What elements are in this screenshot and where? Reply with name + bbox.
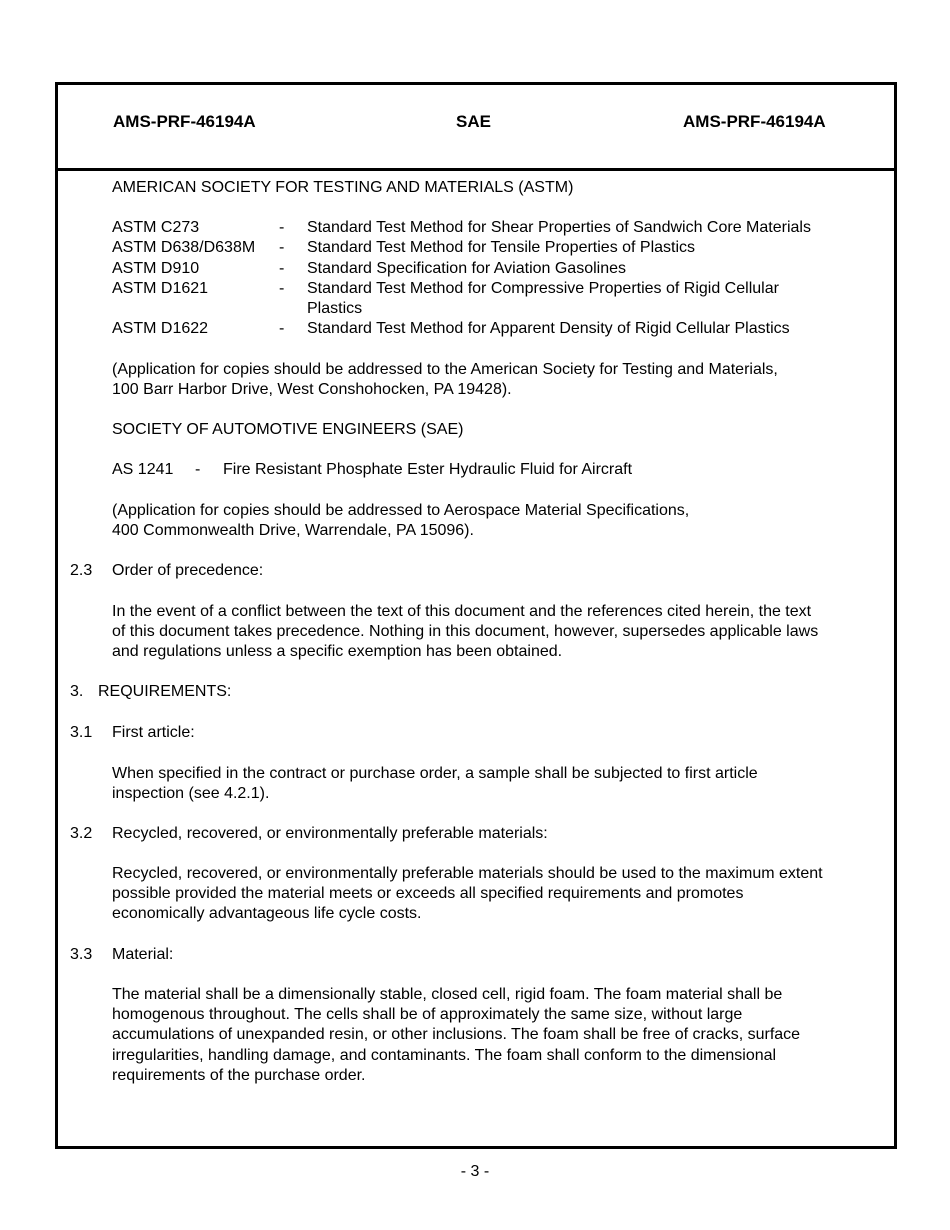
paragraph-line: possible provided the material meets or exceeds all specified requirements and promotes xyxy=(112,885,744,902)
astm-ref-dash: - xyxy=(279,320,285,337)
paragraph-line: irregularities, handling damage, and contaminants. The foam shall conform to the dimensional xyxy=(112,1047,777,1064)
paragraph-line: The material shall be a dimensionally stable, closed cell, rigid foam. The foam material shall be xyxy=(112,986,783,1003)
astm-ref-code: ASTM C273 xyxy=(112,219,200,236)
sae-ref-code: AS 1241 xyxy=(112,461,174,478)
section-number: 3. xyxy=(70,683,84,700)
paragraph-line: Recycled, recovered, or environmentally preferable materials should be used to the maximum extent xyxy=(112,865,823,882)
paragraph-line: economically advantageous life cycle costs. xyxy=(112,905,422,922)
astm-ref-desc: Standard Test Method for Compressive Properties of Rigid Cellular xyxy=(307,280,779,297)
sae-heading: SOCIETY OF AUTOMOTIVE ENGINEERS (SAE) xyxy=(112,421,464,438)
astm-heading: AMERICAN SOCIETY FOR TESTING AND MATERIALS (ASTM) xyxy=(112,179,574,196)
astm-ref-dash: - xyxy=(279,260,285,277)
astm-address-line: (Application for copies should be addressed to the American Society for Testing and Materials, xyxy=(112,361,778,378)
page-number: - 3 - xyxy=(460,1163,490,1180)
paragraph-line: homogenous throughout. The cells shall be of approximately the same size, without large xyxy=(112,1006,743,1023)
paragraph-line: requirements of the purchase order. xyxy=(112,1067,366,1084)
astm-ref-dash: - xyxy=(279,239,285,256)
sae-ref-dash: - xyxy=(195,461,201,478)
astm-ref-code: ASTM D1621 xyxy=(112,280,209,297)
header-org: SAE xyxy=(456,112,491,131)
paragraph-line: In the event of a conflict between the text of this document and the references cited herein, the text xyxy=(112,603,812,620)
section-title: Recycled, recovered, or environmentally preferable materials: xyxy=(112,825,548,842)
astm-ref-code: ASTM D910 xyxy=(112,260,200,277)
astm-ref-desc: Standard Specification for Aviation Gasolines xyxy=(307,260,627,277)
astm-ref-desc: Standard Test Method for Tensile Properties of Plastics xyxy=(307,239,696,256)
sae-address-line: 400 Commonwealth Drive, Warrendale, PA 15096). xyxy=(112,522,474,539)
section-title: Order of precedence: xyxy=(112,562,264,579)
astm-address-line: 100 Barr Harbor Drive, West Conshohocken, PA 19428). xyxy=(112,381,512,398)
sae-ref-desc: Fire Resistant Phosphate Ester Hydraulic Fluid for Aircraft xyxy=(223,461,633,478)
section-title: First article: xyxy=(112,724,195,741)
header-doc-number-left: AMS-PRF-46194A xyxy=(113,112,256,131)
astm-ref-code: ASTM D638/D638M xyxy=(112,239,256,256)
paragraph-line: When specified in the contract or purchase order, a sample shall be subjected to first article xyxy=(112,765,758,782)
astm-ref-dash: - xyxy=(279,280,285,297)
section-number: 3.1 xyxy=(70,724,93,741)
section-title: REQUIREMENTS: xyxy=(98,683,232,700)
section-number: 3.2 xyxy=(70,825,93,842)
paragraph-line: and regulations unless a specific exemption has been obtained. xyxy=(112,643,563,660)
paragraph-line: of this document takes precedence. Nothing in this document, however, supersedes applicable laws xyxy=(112,623,819,640)
astm-ref-desc: Standard Test Method for Shear Properties of Sandwich Core Materials xyxy=(307,219,811,236)
astm-ref-desc-continued: Plastics xyxy=(307,300,363,317)
astm-ref-dash: - xyxy=(279,219,285,236)
paragraph-line: accumulations of unexpanded resin, or other inclusions. The foam shall be free of cracks, surface xyxy=(112,1026,801,1043)
page-header xyxy=(58,85,894,171)
astm-ref-code: ASTM D1622 xyxy=(112,320,209,337)
header-doc-number-right: AMS-PRF-46194A xyxy=(683,112,826,131)
sae-address-line: (Application for copies should be addressed to Aerospace Material Specifications, xyxy=(112,502,690,519)
section-number: 2.3 xyxy=(70,562,93,579)
section-number: 3.3 xyxy=(70,946,93,963)
astm-ref-desc: Standard Test Method for Apparent Density of Rigid Cellular Plastics xyxy=(307,320,790,337)
paragraph-line: inspection (see 4.2.1). xyxy=(112,785,270,802)
section-title: Material: xyxy=(112,946,174,963)
